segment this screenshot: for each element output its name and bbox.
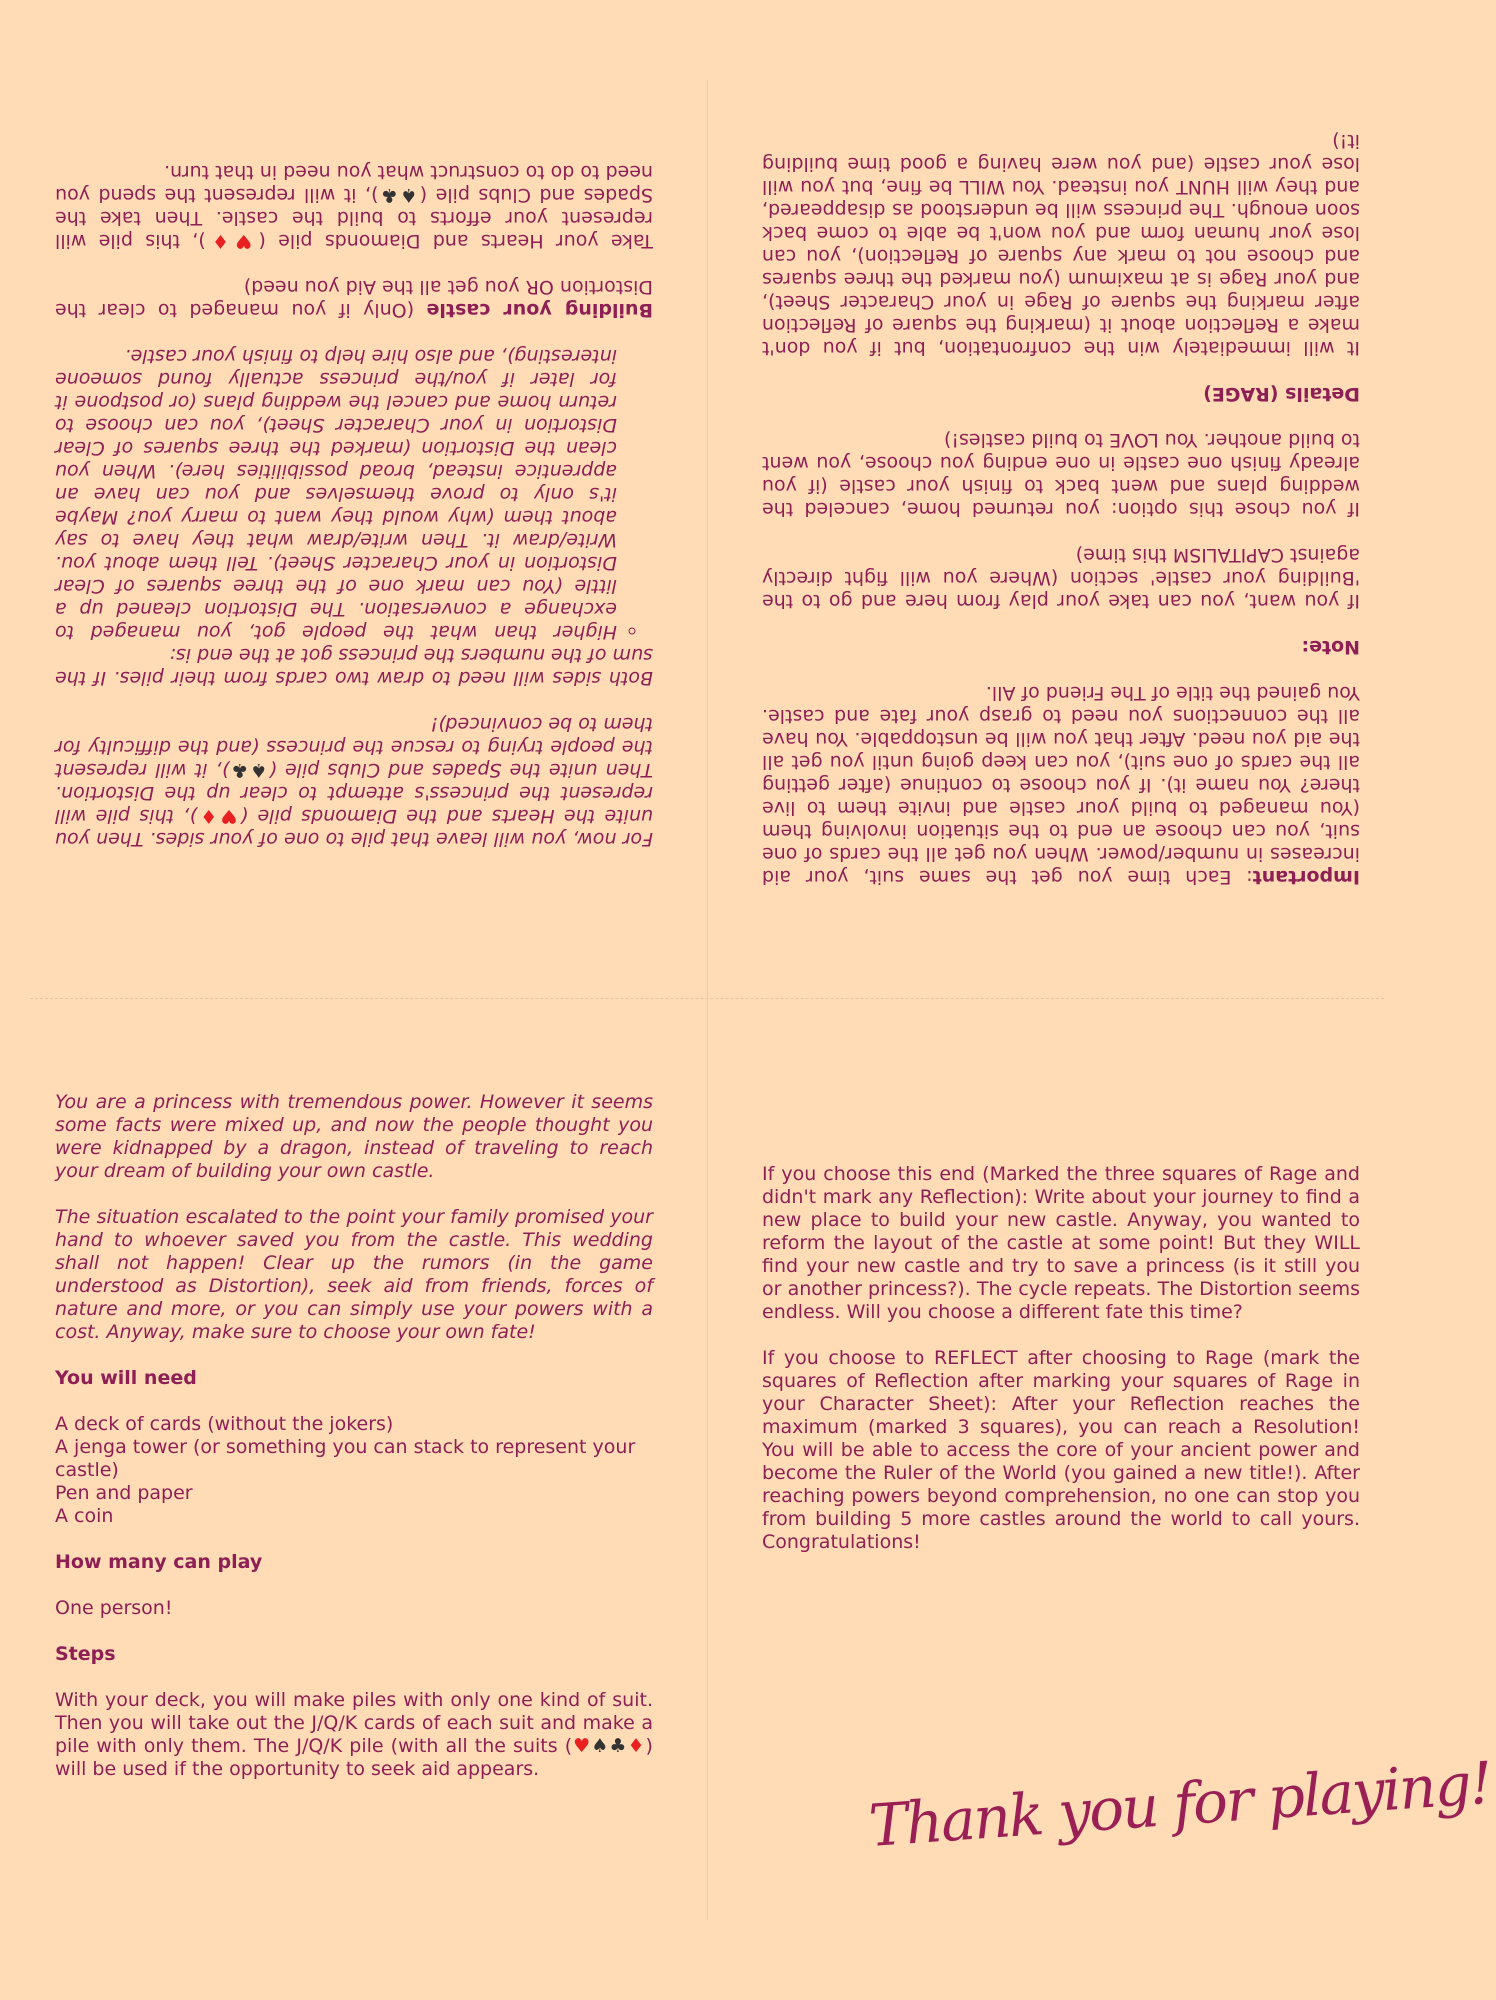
draw-cards-paragraph: Both sides will need to draw two cards from their piles. If the sum of the numbers the princess got at the end is: bbox=[55, 644, 653, 689]
details-rage-paragraph: It will immediately win the confrontation, but if you don't make a Reflection about it (marking the square of Reflection after marking the square of Rage in your Character Sheet), and your Rage is at maximum (you marked the three squares and choose not to mark any square of Reflection), you can lose your human form and you won't be able to come back soon enough. The princess will be understood as disappeared, and they will HUNT you instead. You WILL be fine, but you will lose your castle (and you were having a good time building it!) bbox=[762, 130, 1360, 359]
how-many-can-play-heading: How many can play bbox=[55, 1551, 263, 1573]
note-paragraph-2: If you chose this option: you returned home, canceled the wedding plans and went back to finish your castle (if you already finish one castle in one ending you choose, you went to build another. You LOVE to build castles!) bbox=[762, 429, 1360, 520]
hearts-icon: ♥ bbox=[217, 805, 241, 827]
list-item: Pen and paper bbox=[55, 1482, 193, 1504]
spades-icon: ♠ bbox=[397, 184, 420, 206]
vertical-fold-line bbox=[707, 80, 708, 1920]
panel-top-right bbox=[762, 88, 1360, 888]
panel-top-left bbox=[55, 80, 653, 850]
panel-bottom-right bbox=[762, 1163, 1360, 1577]
list-item: ◦ Higher than what the people got, you managed to exchange a conversation. The Distortion cleaned up a little (You can mark one of the three squares of Clear Distortion in your Character Sheet). Tell them about you. Write/draw it. Then write/draw what they have to say about them (why would they want to marry you? Maybe it's only to prove themselves and you can have an apprentice instead, broad possibilities here). When you clean the Distortion (marked the three squares of Clear Distortion in your Character Sheet), you can choose to return home and cancel the wedding plans (or postpone it for later if you/the princess actually found someone interesting), and also hire help to finish your castle. bbox=[55, 344, 617, 643]
panel-bottom-left bbox=[55, 1091, 653, 1804]
unite-piles-paragraph: For now, you will leave that pile to one of your sides. Then you unite the Hearts and the Diamonds pile (♥♦), this pile will represent the princess's attempt to clear up the Distortion. Then unite the Spades and Clubs pile (♠♣), it will represent the people trying to rescue the princess (and the difficulty for them to be convinced)! bbox=[55, 713, 653, 850]
important-paragraph: Important: Each time you get the same suit, your aid increases in number/power. When you get all the cards of one suit, you can choose an end to the situation involving them (You managed to build your castle and invite them to live there? You name it). If you choose to continue (after getting all the cards of one suit), you can keep going until you get all the aid you need. After that you will be unstoppable. You have all the connections you need to grasp your fate and castle. You gained the title of The Friend of All. bbox=[762, 682, 1360, 888]
players-count: One person! bbox=[55, 1597, 173, 1619]
clubs-icon: ♣ bbox=[378, 184, 398, 206]
note-heading: Note: bbox=[1301, 636, 1360, 658]
hearts-icon: ♥ bbox=[572, 1735, 592, 1757]
diamonds-icon: ♦ bbox=[627, 1735, 646, 1757]
rage-ending-paragraph: If you choose this end (Marked the three squares of Rage and didn't mark any Reflection): Write about your journey to find a new place to build your new castle. Anyway, you wanted to reform the layout of the castle at some point! But they WILL find your new castle and try to save a princess (is it still you or another princess?). The cycle repeats. The Distortion seems endless. Will you choose a different fate this time? bbox=[762, 1163, 1360, 1323]
clubs-icon: ♣ bbox=[609, 1735, 628, 1757]
thank-you-signature: Thank you for playing! bbox=[866, 1748, 1493, 1861]
intro-paragraph-2: The situation escalated to the point your family promised your hand to whoever saved you from the castle. This wedding shall not happen! Clear up the rumors (in the game understood as Distortion), seek aid from friends, forces of nature and more, or you can simply use your powers with a cost. Anyway, make sure to choose your own fate! bbox=[55, 1206, 653, 1343]
building-castle-heading: Building your castle (Only if you managed to clear the Distortion OR you get all the Aid you need) bbox=[54, 276, 653, 321]
spades-icon: ♠ bbox=[248, 759, 270, 781]
you-will-need-heading: You will need bbox=[55, 1367, 197, 1389]
outcome-list bbox=[55, 344, 653, 643]
materials-list bbox=[55, 1413, 653, 1528]
spades-icon: ♠ bbox=[591, 1735, 610, 1757]
building-castle-paragraph: Take your Hearts and Diamonds pile (♥♦), this pile will represent your efforts to build the castle. Then take the Spades and Clubs pile (♠♣), it will represent the spend you need to do to construct what you need in that turn. bbox=[55, 161, 653, 252]
details-rage-heading: Details (RAGE) bbox=[1203, 383, 1360, 405]
intro-paragraph-1: You are a princess with tremendous power. However it seems some facts were mixed up, and now the people thought you were kidnapped by a dragon, instead of traveling to reach your dream of building your own castle. bbox=[55, 1091, 653, 1182]
steps-paragraph: With your deck, you will make piles with only one kind of suit. Then you will take out the J/Q/K cards of each suit and make a pile with only them. The J/Q/K pile (with all the suits (♥♠♣♦) will be used if the opportunity to seek aid appears. bbox=[55, 1689, 653, 1780]
note-paragraph-1: If you want, you can take your play from here and go to the 'Building your castle' section (Where you will fight directly against CAPITALISM this time) bbox=[762, 544, 1360, 612]
list-item: A deck of cards (without the jokers) bbox=[55, 1413, 394, 1435]
diamonds-icon: ♦ bbox=[205, 230, 229, 252]
hearts-icon: ♥ bbox=[228, 230, 259, 252]
list-item: A coin bbox=[55, 1505, 114, 1527]
clubs-icon: ♣ bbox=[229, 759, 249, 781]
list-item: A jenga tower (or something you can stack to represent your castle) bbox=[55, 1436, 636, 1481]
steps-heading: Steps bbox=[55, 1643, 116, 1665]
diamonds-icon: ♦ bbox=[196, 805, 218, 827]
reflect-ending-paragraph: If you choose to REFLECT after choosing to Rage (mark the squares of Reflection after marking your squares of Rage in your Character Sheet): After your Reflection reaches the maximum (marked 3 squares), you can reach a Resolution! You will be able to access the core of your ancient power and become the Ruler of the World (you gained a new title!). After reaching powers beyond comprehension, no one can stop you from building 5 more castles around the world to call yours. Congratulations! bbox=[762, 1347, 1360, 1553]
